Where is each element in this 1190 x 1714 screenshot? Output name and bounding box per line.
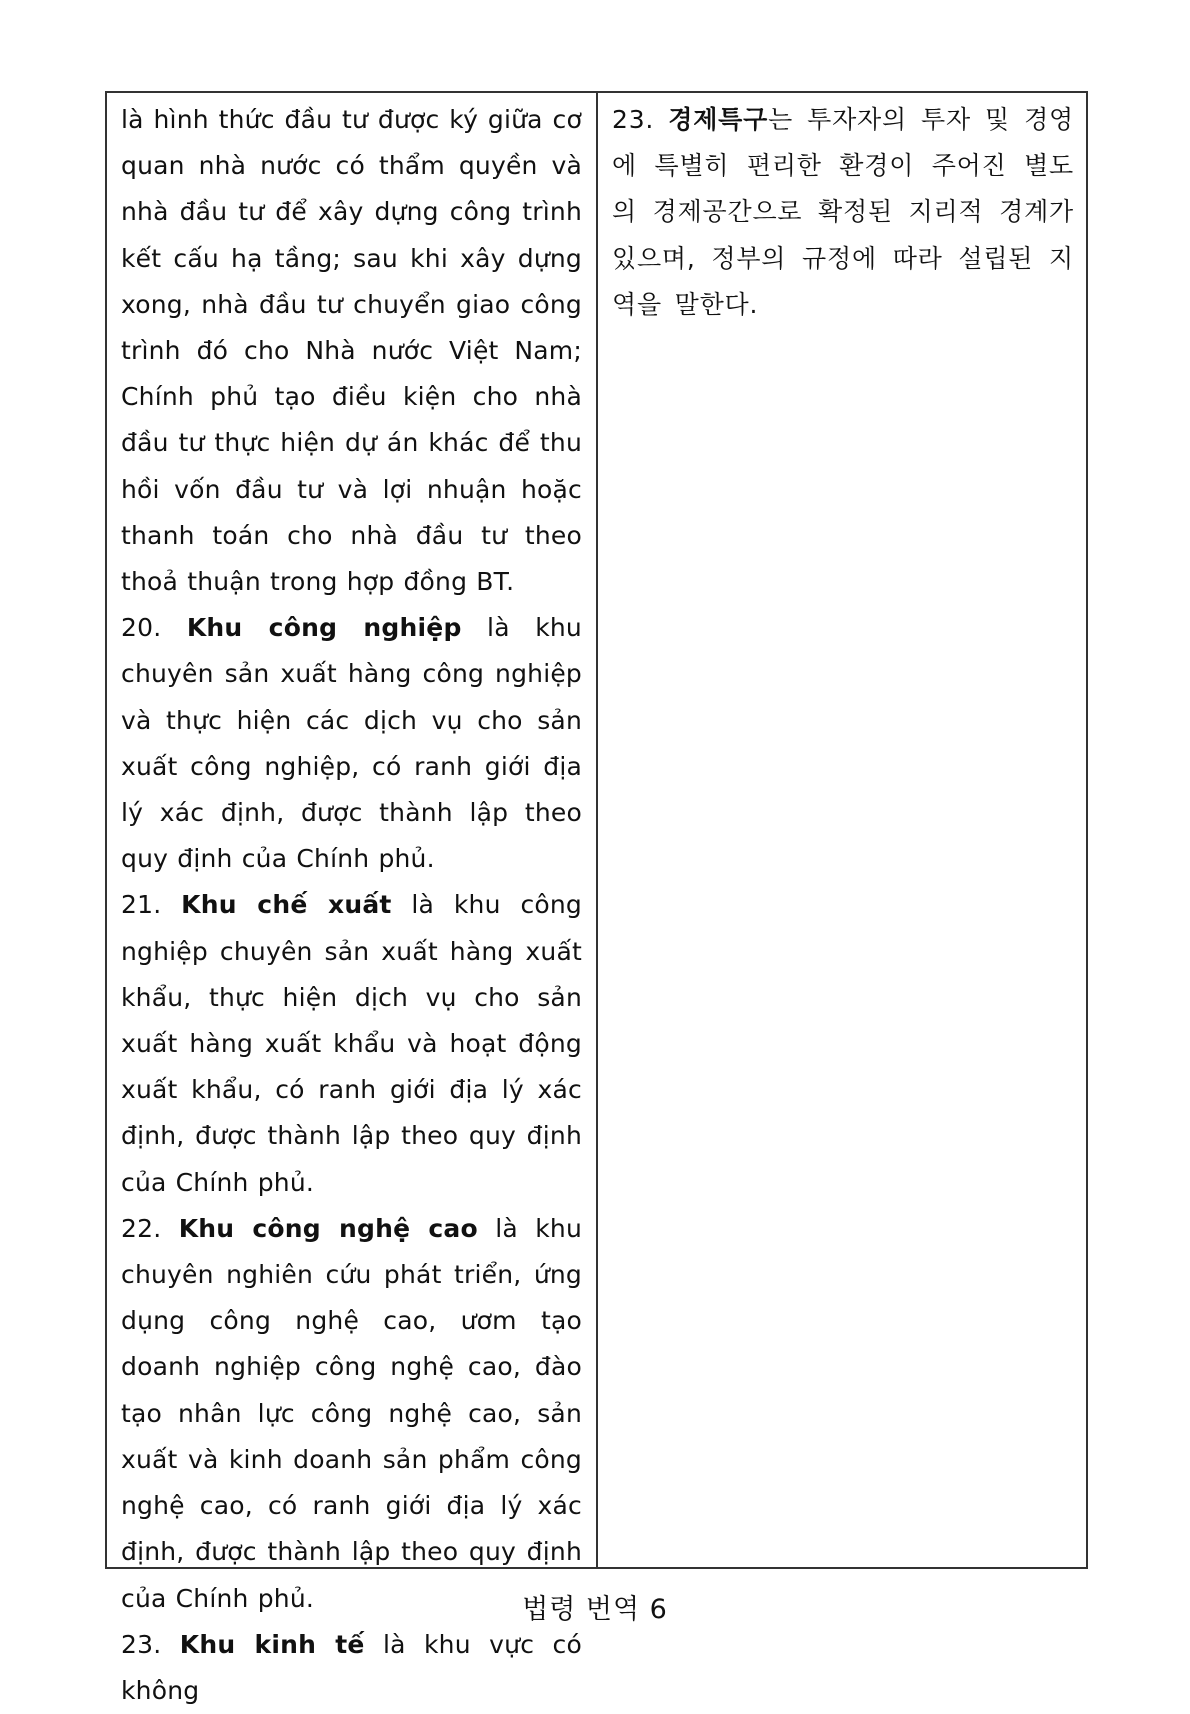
defined-term: 경제특구 [668,105,769,134]
definition-text: là khu chuyên nghiên cứu phát triển, ứng dụng công nghệ cao, ươm tạo doanh nghiệp công nghệ cao, đào tạo nhân lực công nghệ cao, sản xuất và kinh doanh sản phẩm công nghệ cao, có ranh giới địa lý xác định, được thành lập theo quy định của Chính phủ. [121,1213,582,1613]
definition-text: là khu công nghiệp chuyên sản xuất hàng xuất khẩu, thực hiện dịch vụ cho sản xuất hàng xuất khẩu và hoạt động xuất khẩu, có ranh giới địa lý xác định, được thành lập theo quy định của Chính phủ. [121,890,582,1197]
definition-text: là khu chuyên sản xuất hàng công nghiệp và thực hiện các dịch vụ cho sản xuất công nghiệp, có ranh giới địa lý xác định, được thành lập theo quy định của Chính phủ. [121,613,582,874]
paragraph-text: là hình thức đầu tư được ký giữa cơ quan nhà nước có thẩm quyền và nhà đầu tư để xây dựng công trình kết cấu hạ tầng; sau khi xây dựng xong, nhà đầu tư chuyển giao công trình đó cho Nhà nước Việt Nam; Chính phủ tạo điều kiện cho nhà đầu tư thực hiện dự án khác để thu hồi vốn đầu tư và lợi nhuận hoặc thanh toán cho nhà đầu tư theo thoả thuận trong hợp đồng BT. [121,105,582,597]
defined-term: Khu kinh tế [179,1629,365,1659]
paragraph-23 [121,1622,582,1714]
defined-term: Khu công nghệ cao [178,1213,478,1243]
korean-column [598,93,1086,1567]
page-number-label: 법령 번역 6 [522,1594,668,1625]
item-number: 23. [121,1629,180,1659]
paragraph-22 [121,1206,582,1622]
paragraph-21 [121,882,582,1205]
definition-text: 는 투자자의 투자 및 경영에 특별히 편리한 환경이 주어진 별도의 경제공간으로 확정된 지리적 경계가 있으며, 정부의 규정에 따라 설립된 지역을 말한다. [612,105,1074,319]
definition-text: là khu vực có không [121,1629,582,1705]
item-number: 23. [612,105,669,134]
item-number: 22. [121,1213,179,1243]
item-number: 20. [121,613,187,643]
defined-term: Khu công nghiệp [186,613,462,643]
defined-term: Khu chế xuất [181,890,392,920]
item-number: 21. [121,890,182,920]
paragraph-bt-definition [121,97,582,605]
paragraph-23-korean [612,97,1074,328]
paragraph-20 [121,605,582,882]
page-footer [0,1587,1190,1626]
